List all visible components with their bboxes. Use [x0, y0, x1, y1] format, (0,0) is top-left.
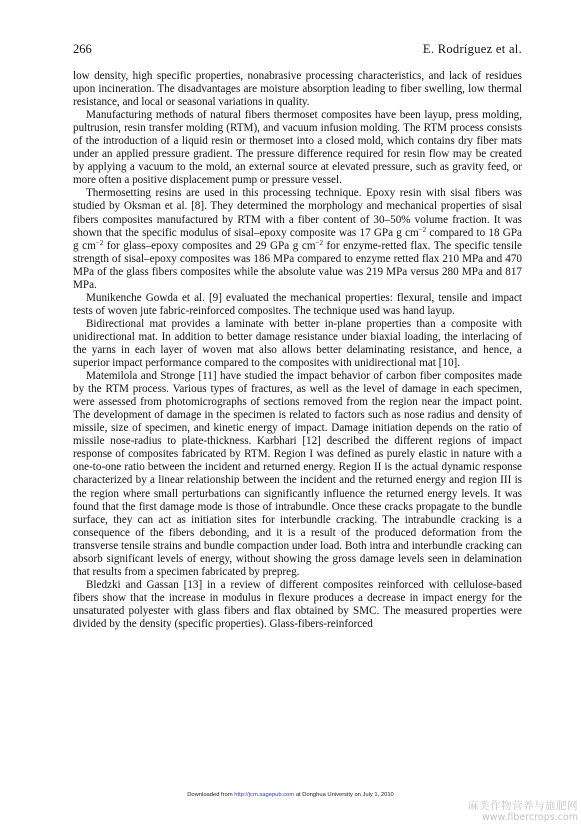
page-header — [73, 42, 522, 60]
paragraph-continued: low density, high specific properties, nonabrasive processing characteristics, and lack of residues upon incineration. The disadvantages are moisture absorption leading to fiber swelling, low thermal resistance, and local or seasonal variations in quality. — [73, 70, 522, 109]
watermark-site-name: 麻类作物营养与施肥网 — [468, 800, 578, 812]
superscript: −2 — [95, 238, 104, 247]
footer-suffix: at Donghua University on July 1, 2010 — [294, 792, 394, 798]
watermark — [450, 800, 578, 824]
footer-link[interactable]: http://jcm.sagepub.com — [234, 792, 295, 798]
paragraph-munikenche-gowda: Munikenche Gowda et al. [9] evaluated the mechanical properties: flexural, tensile and impact tests of woven jute fabric-reinforced composites. The technique used was hand layup. — [73, 291, 522, 317]
footer-prefix: Downloaded from — [187, 792, 235, 798]
superscript: −2 — [315, 238, 323, 247]
text-run: compared to 18 GPa g cm — [73, 226, 522, 252]
paragraph-manufacturing-methods: Manufacturing methods of natural fibers thermoset composites have been layup, press molding, pultrusion, resin transfer molding (RTM), and vacuum infusion molding. The RTM process consists of the introduction of a liquid resin or thermoset into a closed mold, which contains dry fiber mats under an applied pressure gradient. The pressure difference required for resin flow may be created by applying a vacuum to the mold, an external source at elevated pressure, such as gravity feed, or more often a positive displacement pump or pressure vessel. — [73, 109, 522, 187]
text-run: Thermosetting resins are used in this processing technique. Epoxy resin with sisal fibers was studied by Oksman et al. [8]. They determined the morphology and mechanical properties of sisal fibers composites manufactured by RTM with a fiber content of 30–50% volume fraction. It was shown that the specific modulus of sisal–epoxy composite was 17 GPa g cm — [73, 187, 522, 239]
paragraph-matemilola-stronge: Matemilola and Stronge [11] have studied the impact behavior of carbon fiber composites made by the RTM process. Various types of fractures, as well as the level of damage in each specimen, were assessed from photomicrographs of sections removed from the region near the impact point. The development of damage in the specimen is related to factors such as nose radius and density of missile, size of specimen, and kinetic energy of impact. Damage initiation depends on the ratio of missile nose-radius to plate-thickness. Karbhari [12] described the different regions of impact response of composites fabricated by RTM. Region I was defined as purely elastic in nature with a one-to-one ratio between the incident and returned energy. Region II is the actual dynamic response characterized by a linear relationship between the incident and the returned energy and region III is the region where small perturbations can significantly influence the returned energy levels. It was found that the first damage mode is those of intrabundle. Once these cracks propagate to the bundle surface, they can act as initiation sites for interbundle cracking. The intrabundle cracking is a consequence of the fibers debonding, and it is a result of the produced deformation from the transverse tensile strains and bundle compaction under load. Both intra and interbundle cracking can absorb significant levels of energy, without showing the gross damage levels seen in delamination that results from a specimen fabricated by prepreg. — [73, 370, 522, 578]
paragraph-bledzki-gassan: Bledzki and Gassan [13] in a review of different composites reinforced with cellulose-based fibers show that the increase in modulus in flexure produces a decrease in impact energy for the unsaturated polyester with glass fibers and flax obtained by SMC. The measured properties were divided by the density (specific properties). Glass-fibers-reinforced — [73, 578, 522, 630]
running-head: E. Rodríguez et al. — [422, 42, 522, 56]
paragraph-bidirectional-mat: Bidirectional mat provides a laminate with better in-plane properties than a composite with unidirectional mat. In addition to better damage resistance under biaxial loading, the interlacing of the yarns in each layer of woven mat also allows better delaminating resistance, and hence, a superior impact performance compared to the composites with unidirectional mat [10]. — [73, 317, 522, 370]
download-footer — [0, 792, 581, 798]
text-run: for glass–epoxy composites and 29 GPa g cm — [103, 239, 316, 252]
watermark-url: www.fibercrops.com — [481, 812, 578, 823]
page-number: 266 — [73, 42, 92, 56]
body-text — [73, 70, 522, 631]
text-run: for enzyme-retted flax. The specific tensile strength of sisal–epoxy composites was 186 MPa compared to enzyme retted flax 210 MPa and 470 MPa of the glass fibers composites while the absolute value was 219 MPa versus 280 MPa and 817 MPa. — [73, 239, 523, 291]
paragraph-thermosetting-resins — [73, 187, 522, 291]
superscript: −2 — [418, 225, 427, 234]
